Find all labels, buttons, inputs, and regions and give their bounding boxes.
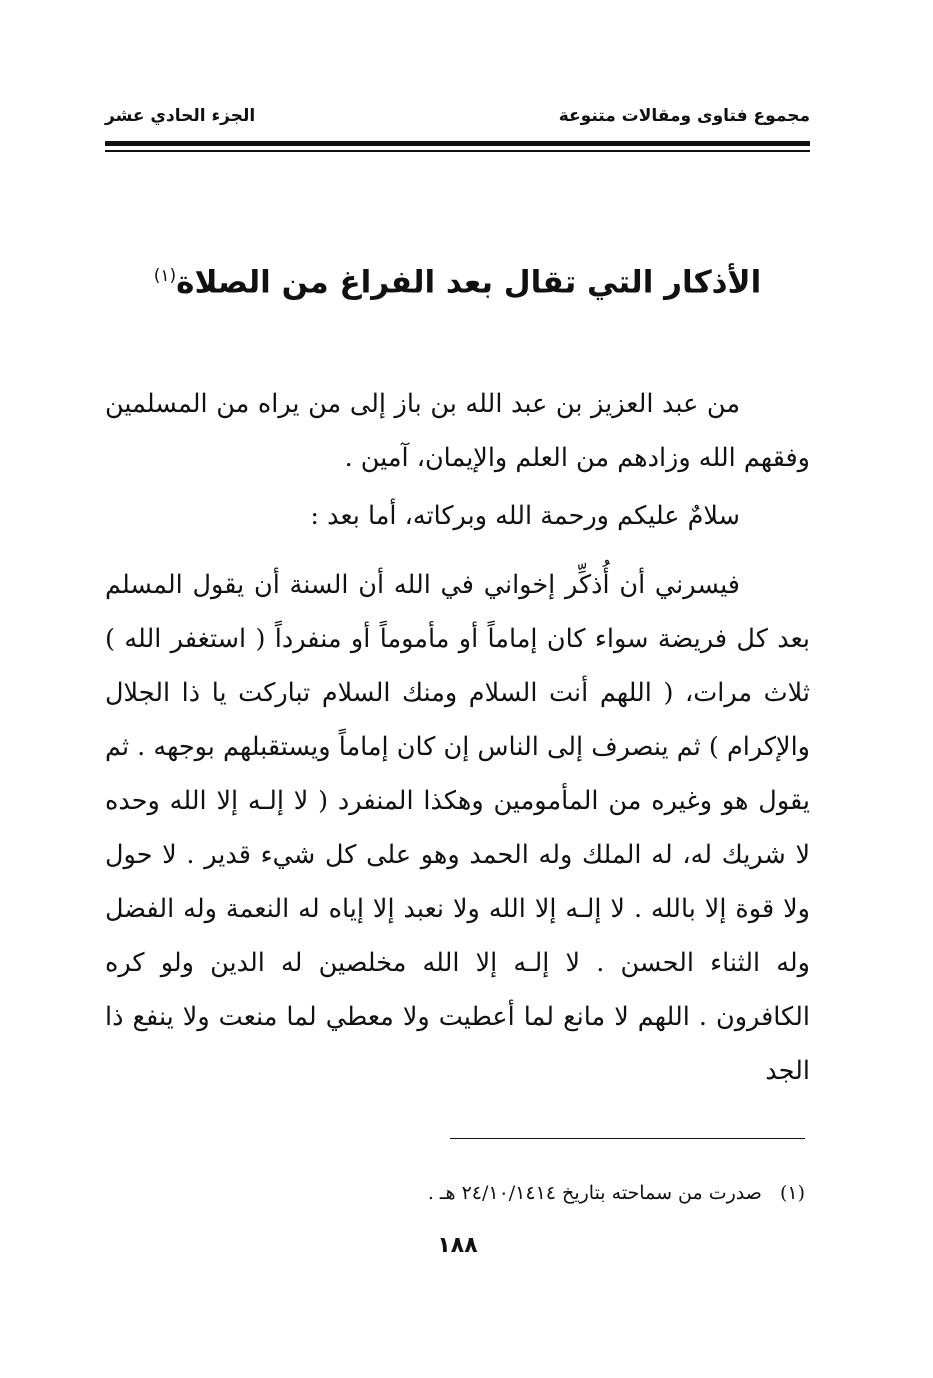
footnote-number: (١) bbox=[779, 1182, 805, 1204]
intro-text: من عبد العزيز بن عبد الله بن باز إلى من يراه من المسلمين وفقهم الله وزادهم من العلم والإيمان، آمين . bbox=[105, 389, 810, 473]
footnote-separator bbox=[450, 1138, 805, 1139]
greeting-paragraph bbox=[105, 489, 810, 543]
page-number: ١٨٨ bbox=[437, 1233, 478, 1258]
greeting-text: سلامٌ عليكم ورحمة الله وبركاته، أما بعد : bbox=[310, 501, 740, 531]
title-footnote-ref: (١) bbox=[153, 266, 177, 286]
header-rule-thin bbox=[105, 150, 810, 152]
header-rule-thick bbox=[105, 141, 810, 146]
main-text: فيسرني أن أُذكِّر إخواني في الله أن السنة أن يقول المسلم بعد كل فريضة سواء كان إماماً أو مأموماً أو منفرداً ( استغفر الله ) ثلاث مرات، ( اللهم أنت السلام ومنك السلام تباركت يا ذا الجلال والإكرام ) ثم ينصرف إلى الناس إن كان إماماً ويستقبلهم بوجهه . ثم يقول هو وغيره من المأمومين وهكذا المنفرد ( لا إلـه إلا الله وحده لا شريك له، له الملك وله الحمد وهو على كل شيء قدير . لا حول ولا قوة إلا بالله . لا إلـه إلا الله ولا نعبد إلا إياه له النعمة وله الفضل وله الثناء الحسن . لا إلـه إلا الله مخلصين له الدين ولو كره الكافرون . اللهم لا مانع لما أعطيت ولا معطي لما منعت ولا ينفع ذا الجد bbox=[105, 570, 810, 1086]
running-header bbox=[105, 100, 810, 134]
volume-label: الجزء الحادي عشر bbox=[105, 106, 256, 126]
footnote-text: صدرت من سماحته بتاريخ ٢٤/١٠/١٤١٤ هـ . bbox=[427, 1182, 762, 1204]
title-text: الأذكار التي تقال بعد الفراغ من الصلاة bbox=[176, 264, 762, 301]
collection-title: مجموع فتاوى ومقالات متنوعة bbox=[558, 106, 810, 126]
main-paragraph bbox=[105, 558, 810, 1098]
page-title bbox=[105, 245, 810, 313]
footnote bbox=[105, 1178, 805, 1208]
intro-paragraph bbox=[105, 377, 810, 485]
